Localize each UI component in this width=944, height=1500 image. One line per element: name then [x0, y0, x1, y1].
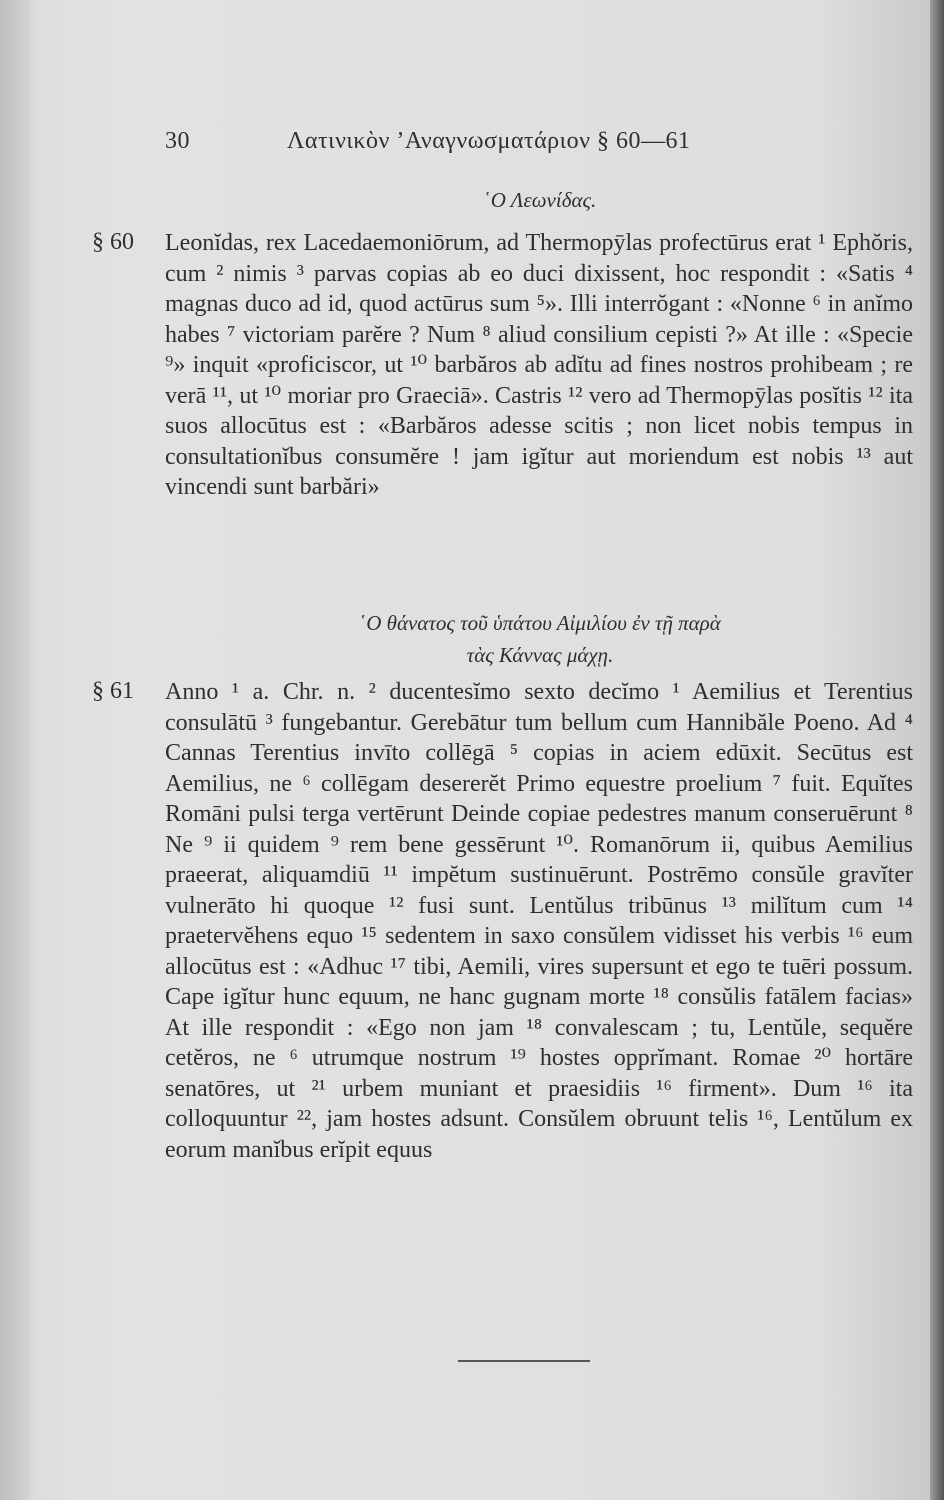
- running-title: Λατινικὸν ’Αναγνωσματάριον § 60—61: [287, 128, 691, 154]
- section-60-heading: ῾Ο Λεωνίδας.: [483, 188, 597, 212]
- section-61-text: Anno ¹ a. Chr. n. ² ducentesĭmo sexto decĭmo ¹ Aemilius et Terentius consulātū ³ fungebantur. Gerebātur tum bellum cum Hannibăle Poeno. Ad ⁴ Cannas Terentius invīto collēgā ⁵ copias in aciem edūxit. Secūtus est Aemilius, ne ⁶ collēgam desererĕt Primo equestre proelium ⁷ fuit. Equĭtes Romāni pulsi terga vertērunt Deinde copiae pedestres manum conseruērunt ⁸ Ne ⁹ ii quidem ⁹ rem bene gessērunt ¹⁰. Romanōrum ii, quibus Aemilius praeerat, aliquamdiū ¹¹ impĕtum sustinuērunt. Postrēmo consŭle gravĭter vulnerāto hi quoque ¹² fusi sunt. Lentŭlus tribūnus ¹³ milĭtum cum ¹⁴ praetervĕhens equo ¹⁵ sedentem in saxo consŭlem vidisset his verbis ¹⁶ eum allocūtus est : «Adhuc ¹⁷ tibi, Aemili, vires supersunt et ego te tuēri possum. Cape igĭtur hunc equum, ne hanc gugnam morte ¹⁸ consŭlis fatālem facias» At ille respondit : «Ego non jam ¹⁸ convalescam ; tu, Lentŭle, sequĕre cetĕros, ne ⁶ utrumque nostrum ¹⁹ hostes opprĭmant. Romae ²⁰ hortāre senatōres, ut ²¹ urbem muniant et praesidiis ¹⁶ firment». Dum ¹⁶ ita colloquuntur ²², jam hostes adsunt. Consŭlem obruunt telis ¹⁶, Lentŭlum ex eorum manĭbus erĭpit equus: [165, 679, 913, 1163]
- page-left-edge: [0, 0, 30, 1500]
- section-60-text: Leonĭdas, rex Lacedaemoniōrum, ad Thermopȳlas profectūrus erat ¹ Ephŏris, cum ² nimis ³ parvas copias ab eo duci dixissent, hoc respondit : «Satis ⁴ magnas duco ad id, quod actūrus sum ⁵». Illi interrŏgant : «Nonne ⁶ in anĭmo habes ⁷ victoriam parĕre ? Num ⁸ aliud consilium cepisti ?» At ille : «Specie ⁹» inquit «proficiscor, ut ¹⁰ barbăros ab adĭtu ad fines nostros prohibeam ; re verā ¹¹, ut ¹⁰ moriar pro Graeciā». Castris ¹² vero ad Thermopȳlas posĭtis ¹² ita suos allocūtus est : «Barbăros adesse scitis ; non licet nobis tempus in consultationĭbus consumĕre ! jam igĭtur aut moriendum est nobis ¹³ aut vincendi sunt barbări»: [165, 230, 913, 500]
- page-right-edge: [930, 0, 944, 1500]
- section-61-heading-line1: ῾Ο θάνατος τοῦ ὑπάτου Αἰμιλίου ἐν τῇ παρὰ: [359, 611, 721, 635]
- section-61-number: § 61: [92, 678, 134, 704]
- footnote-rule: [458, 1360, 590, 1362]
- page-number: 30: [165, 128, 190, 154]
- section-60-number: § 60: [92, 229, 134, 255]
- section-61-heading-line2: τὰς Κάννας μάχῃ.: [466, 643, 614, 667]
